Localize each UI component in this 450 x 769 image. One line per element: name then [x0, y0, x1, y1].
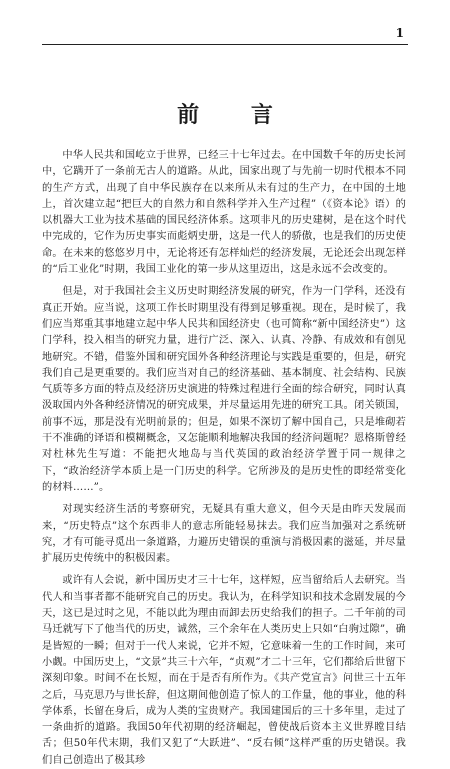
paragraph: 中华人民共和国屹立于世界，已经三十七年过去。在中国数千年的历史长河中，它蹒开了一条前无古人的道路。从此，国家出现了与先前一切时代根本不同的生产方式，出现了自中华民族存在以来所从未有过的生产力，在中国的土地上，首次建立起“把巨大的自然力和自然科学并入生产过程”（《资本论》语）的以机器大工业为技术基础的国民经济体系。这项非凡的历史建树，是在这个时代中完成的，它作为历史事实而彪炳史册，这是一代人的骄傲，也是我们的历史使命。在未来的悠悠岁月中，无论将还有怎样灿烂的经济发展，无论还会出现怎样的“后工业化”时期，我国工业化的第一步从这里迈出，这是永远不会改变的。 [42, 150, 406, 276]
paragraph: 对现实经济生活的考察研究，无疑具有重大意义，但今天是由昨天发展而来，“历史特点”这个东西非人的意志所能轻易抹去。我们应当加强对之系统研究，才有可能寻觅出一条道路，力避历史错误的重演与消极因素的滋延，并尽量扩展历史传统中的积极因素。 [42, 504, 406, 565]
page-title: 前 言 [177, 102, 295, 128]
header-rule [42, 44, 408, 45]
body-text [42, 148, 406, 769]
paragraph: 或许有人会说，新中国历史才三十七年，这样短，应当留给后人去研究。当代人和当事者都不能研究自己的历史。我认为，在科学知识和技术念剧发展的今天，这已是过时之见，不能以此为理由而卸去历史给我们的担子。二千年前的司马迁就写下了他当代的历史，诚然，三个余年在人类历史上只如“白驹过隙”，确是皆短的一瞬；但对于一代人来说，它并不短，它意味着一生的工作时间，来可小觑。中国历史上，“文景”共三十六年，“贞观”才二十三年，它们都给后世留下深刻印象。时间不在长短，而在于是否有所作为。《共产党宣言》问世三十五年之后，马克思乃与世长辞，但这期间他创造了惊人的工作量，他的事业，他的科学体系，长留在身后，成为人类的宝贵财产。我国建国后的三十多年里，走过了一条曲折的道路。我国50年代初期的经济崛起，曾使战后资本主义世界瞠目结舌；但50年代末期，我们又犯了“大跃进”、“反右倾”这样严重的历史错误。我们自己创造出了极其珍 [42, 575, 406, 766]
page-number: 1 [395, 26, 404, 40]
paragraph: 但是，对于我国社会主义历史时期经济发展的研究，作为一门学科，还没有真正开始。应当说，这项工作长时期里没有得到足够重视。现在，是时候了，我们应当郑重其事地建立起中华人民共和国经济史（也可简称“新中国经济史”）这门学科，投入相当的研究力量，进行广泛、深入、认真、冷静、有成效和有创见地研究。不错，借鉴外国和研究国外各种经济理论与实践是重要的，但是，研究我们自己是更重要的。我们应当对自己的经济基础、基本制度、社会结构、民族气质等多方面的特点及经济历史演进的特殊过程进行全面的综合研究，同时认真汲取国内外各种经济情况的研究成果，并尽量运用先进的研究工具。闭关锁国，前事不远，那是没有光明前景的；但是，如果不深切了解中国自己，只是堆砌若干不准确的译语和模糊概念，又怎能顺利地解决我国的经济问题呢？恩格斯曾经对杜林先生写道：不能把火地岛与当代英国的政治经济学置于同一规律之下，“政治经济学本质上是一门历史的科学。它所涉及的是历史性的即经常变化的材料……”。 [42, 286, 406, 493]
